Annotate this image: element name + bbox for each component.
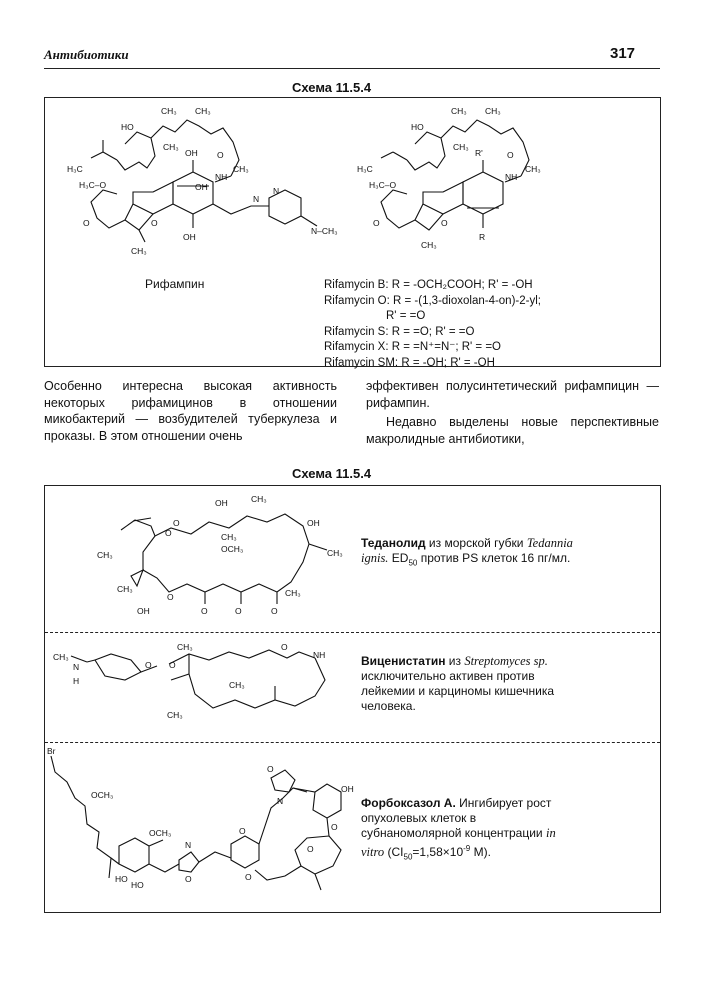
rifamycin-b: Rifamycin B: R = -OCH₂COOH; R' = -OH [324,279,533,291]
svg-text:OH: OH [195,182,208,192]
rifamycin-o-cont: R' = =O [386,310,426,322]
svg-text:CH₃: CH₃ [177,642,193,652]
svg-text:R: R [479,232,486,242]
rifamycin-list [324,278,541,371]
svg-text:N: N [273,186,280,196]
source-organism: Tedannia ignis. [361,536,573,565]
svg-text:CH₃: CH₃ [221,532,237,542]
svg-text:H: H [73,676,80,686]
rifamycin-sm: Rifamycin SM: R = -OH; R' = -OH [324,356,495,369]
running-header-section: Антибиотики [44,47,129,62]
svg-text:NH: NH [215,172,228,182]
tedanolide-description: Теданолид из морской губки Tedannia ignis. $ED_{50}$ против PS клеток 16 пг/мл. [361,536,573,568]
svg-text:H₃C: H₃C [67,164,83,174]
svg-text:CH₃: CH₃ [421,240,437,250]
svg-text:OH: OH [137,606,150,616]
svg-text:HO: HO [131,880,144,890]
svg-text:O: O [245,872,252,882]
svg-text:CH₃: CH₃ [195,106,211,116]
scheme-box-macrolides [44,485,661,913]
rifamycin-s: Rifamycin S: R = =O; R' = =O [324,325,475,338]
vicenistatin-description: Виценистатин из Streptomyces sp. исключительно активен против лейкемии и карциномы кишечника человека. [361,654,555,713]
phorboxazole-structure [45,748,355,908]
compound-name: Теданолид [361,536,426,550]
tedanolide-structure [71,492,361,622]
vicenistatin-structure [49,638,349,738]
compound-name: Виценистатин [361,654,446,668]
svg-text:OH: OH [307,518,320,528]
svg-text:CH₃: CH₃ [285,588,301,598]
svg-text:OH: OH [341,784,354,794]
svg-text:N: N [73,662,80,672]
svg-text:N–CH₃: N–CH₃ [311,226,338,236]
scheme-title: Схема 11.5.4 [292,466,372,481]
paragraph: эффективен полусинтетический рифампицин — рифампин. [366,379,659,410]
svg-text:O: O [201,606,208,616]
svg-text:CH₃: CH₃ [161,106,177,116]
svg-text:CH₃: CH₃ [453,142,469,152]
paragraph: Недавно выделены новые перспективные макролидные антибиотики, [366,415,659,446]
svg-text:CH₃: CH₃ [131,246,147,256]
body-text-left-column [44,378,337,444]
svg-text:OCH₃: OCH₃ [149,828,172,838]
svg-text:H₃C–O: H₃C–O [79,180,107,190]
svg-text:N: N [253,194,260,204]
rifamycin-x: Rifamycin X: R = =N⁺=N⁻; R' = =O [324,341,501,353]
svg-text:OCH₃: OCH₃ [221,544,244,554]
source-organism: Streptomyces sp. [464,654,548,668]
svg-text:O: O [331,822,338,832]
rifamycin-o: Rifamycin O: R = -(1,3-dioxolan-4-on)-2-yl; [324,294,541,307]
phorboxazole-description: Форбоксазол А. Ингибирует рост опухолевых клеток в субнаномолярной концентрации in vitro ($CI_{50}=1,58\times 10^{-9}$ М). [361,796,556,862]
svg-text:OH: OH [215,498,228,508]
svg-text:HO: HO [121,122,134,132]
svg-text:O: O [217,150,224,160]
svg-text:O: O [235,606,242,616]
svg-text:CH₃: CH₃ [53,652,69,662]
svg-text:HO: HO [115,874,128,884]
svg-text:O: O [151,218,158,228]
svg-text:OH: OH [183,232,196,242]
compound-name: Форбоксазол А. [361,796,456,810]
svg-text:O: O [373,218,380,228]
svg-text:CH₃: CH₃ [451,106,467,116]
page-number: 317 [610,45,636,62]
svg-text:NH: NH [505,172,518,182]
body-text-right-column [366,378,659,447]
svg-text:CH₃: CH₃ [525,164,541,174]
source-organism: in vitro [361,826,556,859]
svg-text:N: N [277,796,284,806]
svg-text:CH₃: CH₃ [117,584,133,594]
svg-text:OCH₃: OCH₃ [91,790,114,800]
svg-text:CH₃: CH₃ [229,680,245,690]
rifampin-label: Рифампин [145,277,205,291]
svg-text:O: O [307,844,314,854]
svg-text:O: O [185,874,192,884]
svg-text:O: O [165,528,172,538]
svg-text:R': R' [475,148,483,158]
svg-text:O: O [83,218,90,228]
svg-text:N: N [185,840,192,850]
svg-text:O: O [167,592,174,602]
svg-text:O: O [267,764,274,774]
svg-text:O: O [507,150,514,160]
dashed-divider [45,742,660,743]
svg-text:O: O [239,826,246,836]
svg-text:H₃C–O: H₃C–O [369,180,397,190]
rifampin-structure [55,102,345,272]
svg-text:O: O [145,660,152,670]
svg-text:CH₃: CH₃ [163,142,179,152]
paragraph: Особенно интересна высокая активность некоторых рифамицинов в отношении микобактерий — возбудителей туберкулеза и проказы. В этом отношении очень [44,379,337,443]
svg-text:O: O [441,218,448,228]
svg-text:CH₃: CH₃ [485,106,501,116]
svg-text:CH₃: CH₃ [97,550,113,560]
svg-text:CH₃: CH₃ [167,710,183,720]
svg-text:CH₃: CH₃ [251,494,267,504]
svg-text:CH₃: CH₃ [233,164,249,174]
rifamycin-structure [345,102,575,252]
svg-text:NH: NH [313,650,326,660]
scheme-box-rifamycins [44,97,661,367]
dashed-divider [45,632,660,633]
svg-text:HO: HO [411,122,424,132]
svg-text:O: O [169,660,176,670]
svg-text:H₃C: H₃C [357,164,373,174]
svg-text:O: O [271,606,278,616]
svg-text:OH: OH [185,148,198,158]
svg-text:Br: Br [47,748,56,756]
svg-text:O: O [281,642,288,652]
scheme-title: Схема 11.5.4 [292,80,372,95]
svg-text:CH₃: CH₃ [327,548,343,558]
header-rule [44,68,660,69]
svg-text:O: O [173,518,180,528]
